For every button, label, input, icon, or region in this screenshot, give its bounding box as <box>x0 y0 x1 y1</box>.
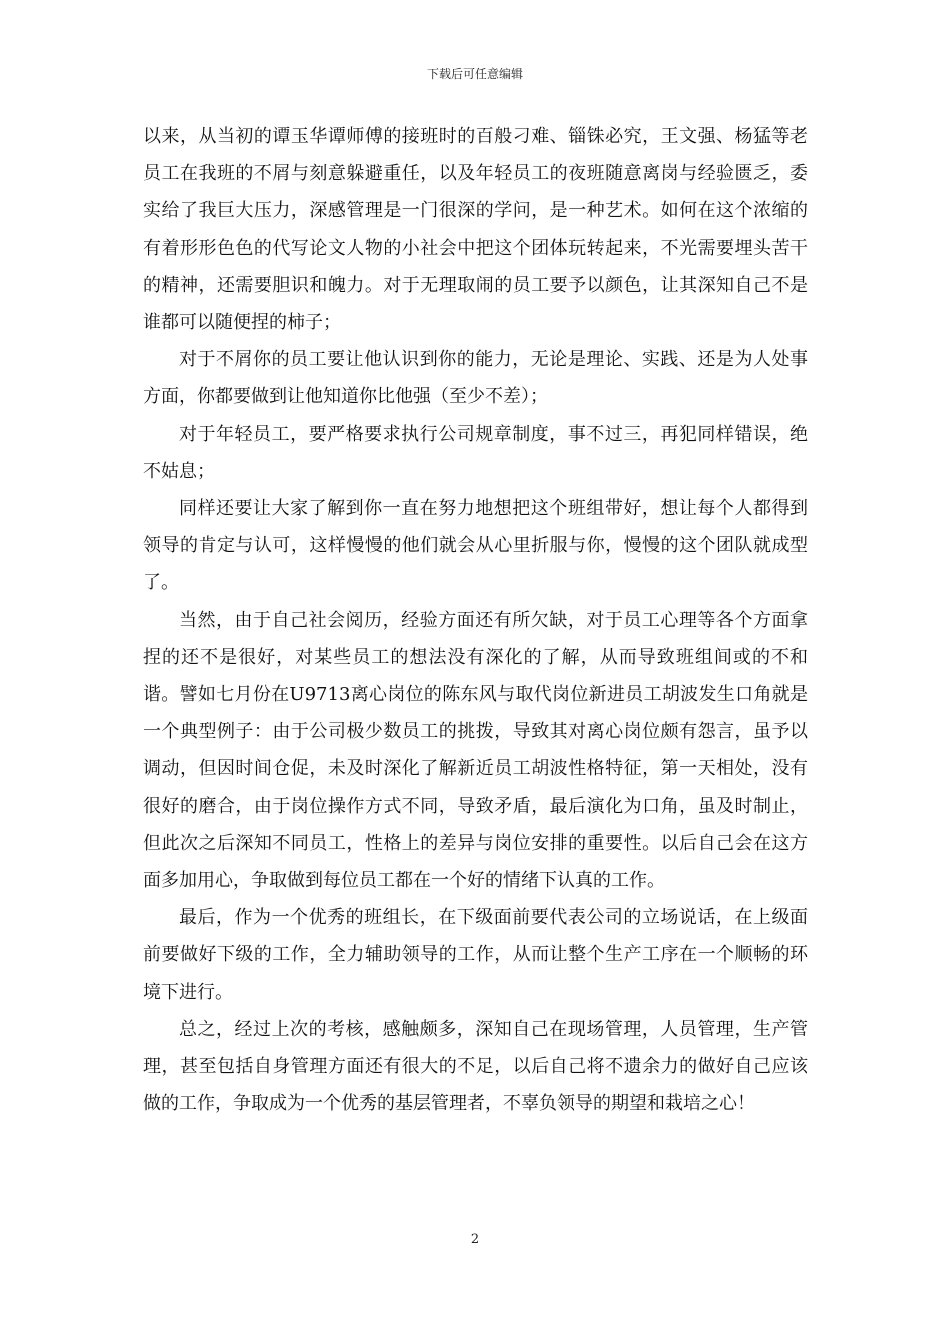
paragraph-4: 同样还要让大家了解到你一直在努力地想把这个班组带好，想让每个人都得到领导的肯定与认可，这样慢慢的他们就会从心里折服与你，慢慢的这个团队就成型了。 <box>143 498 808 594</box>
page-number: 2 <box>470 1232 480 1247</box>
paragraph-3: 对于年轻员工，要严格要求执行公司规章制度，事不过三，再犯同样错误，绝不姑息； <box>143 423 808 482</box>
document-body <box>143 118 808 1122</box>
paragraph-6: 最后，作为一个优秀的班组长，在下级面前要代表公司的立场说话，在上级面前要做好下级的工作，全力辅助领导的工作，从而让整个生产工序在一个顺畅的环境下进行。 <box>143 907 808 1003</box>
paragraph-1: 以来，从当初的谭玉华谭师傅的接班时的百般刁难、锱铢必究，王文强、杨猛等老员工在我班的不屑与刻意躲避重任，以及年轻员工的夜班随意离岗与经验匮乏，委实给了我巨大压力，深感管理是一门很深的学问，是一种艺术。如何在这个浓缩的有着形形色色的代写论文人物的小社会中把这个团体玩转起来，不光需要埋头苦干的精神，还需要胆识和魄力。对于无理取闹的员工要予以颜色，让其深知自己不是谁都可以随便捏的柿子； <box>143 126 808 334</box>
page-header: 下载后可任意编辑 <box>426 67 523 81</box>
paragraph-2: 对于不屑你的员工要让他认识到你的能力，无论是理论、实践、还是为人处事方面，你都要做到让他知道你比他强（至少不差）； <box>143 349 808 408</box>
paragraph-7: 总之，经过上次的考核，感触颇多，深知自己在现场管理，人员管理，生产管理，甚至包括自身管理方面还有很大的不足，以后自己将不遗余力的做好自己应该做的工作，争取成为一个优秀的基层管理者，不辜负领导的期望和栽培之心！ <box>143 1018 808 1115</box>
paragraph-5: 当然，由于自己社会阅历，经验方面还有所欠缺，对于员工心理等各个方面拿捏的还不是很好，对某些员工的想法没有深化的了解，从而导致班组间或的不和谐。譬如七月份在U9713离心岗位的陈东风与取代岗位新进员工胡波发生口角就是一个典型例子：由于公司极少数员工的挑拨，导致其对离心岗位颇有怨言，虽予以调动，但因时间仓促，未及时深化了解新近员工胡波性格特征，第一天相处，没有很好的磨合，由于岗位操作方式不同，导致矛盾，最后演化为口角，虽及时制止，但此次之后深知不同员工，性格上的差异与岗位安排的重要性。以后自己会在这方面多加用心，争取做到每位员工都在一个好的情绪下认真的工作。 <box>143 609 808 892</box>
